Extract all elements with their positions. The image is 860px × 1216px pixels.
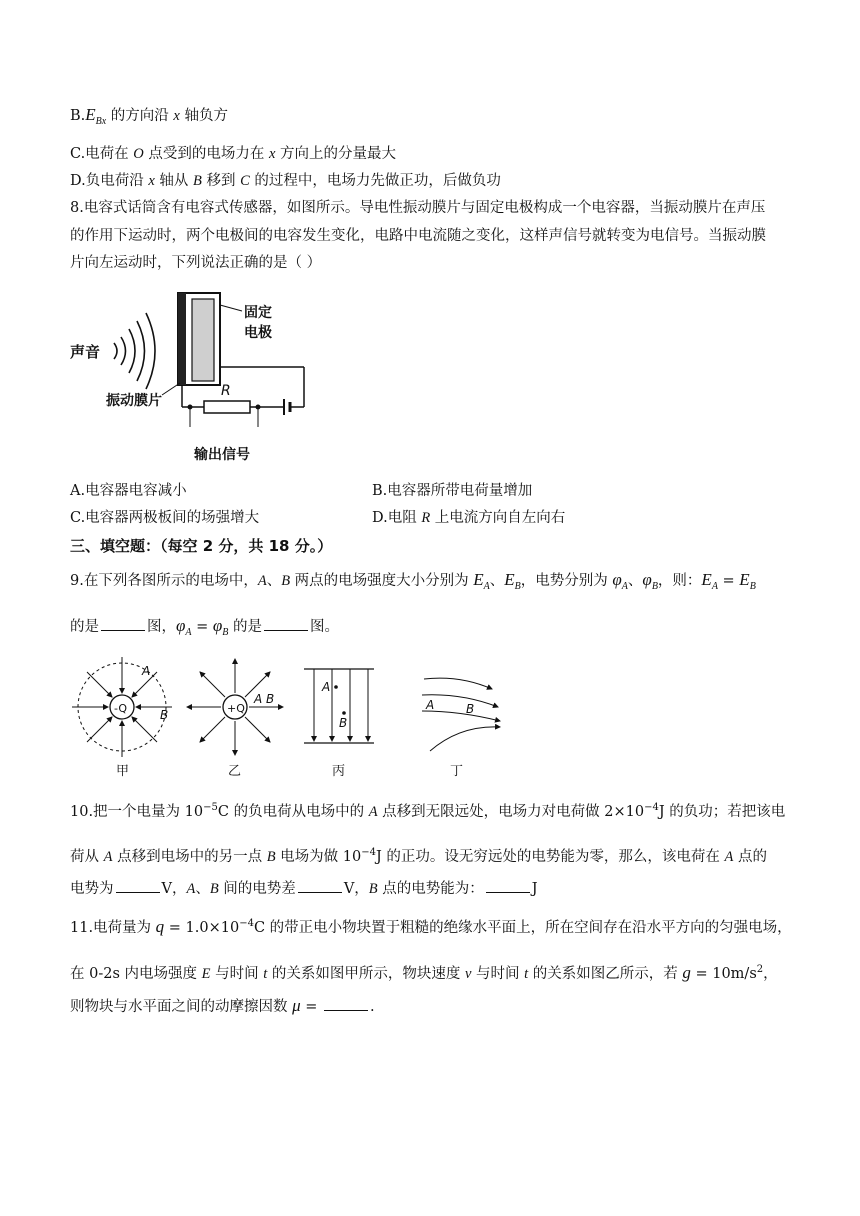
diagram-jia — [72, 657, 172, 779]
svg-text:B: B — [466, 702, 475, 716]
q10-stem-line2: 荷从 A 点移到电场中的另一点 B 电场为做 $10^{-4}J$ 的正功。设无穷远处的电势能为零，那么，该电荷在 A 点的 — [70, 847, 767, 865]
label-jia: 甲 — [116, 764, 130, 779]
sound-wave-2 — [121, 337, 126, 365]
neg-q-label: -Q — [114, 702, 128, 715]
section-title: 三、填空题：（每空 2 分，共 18 分。） — [70, 537, 333, 555]
svg-text:B: B — [266, 692, 275, 706]
field-diagrams — [70, 655, 520, 785]
label-ding: 丁 — [450, 764, 464, 779]
q8-option-b: B.电容器所带电荷量增加 — [372, 483, 533, 499]
answer-blank[interactable] — [264, 616, 308, 631]
q10-stem-line3: 电势为 V，A、B 间的电势差 V，B 点的电势能为： J — [70, 878, 538, 899]
svg-text:B: B — [339, 716, 348, 730]
diaphragm-label: 振动膜片 — [106, 393, 162, 409]
diaphragm-plate — [178, 293, 186, 385]
diagram-yi — [187, 659, 283, 779]
q8-stem-line3: 片向左运动时，下列说法正确的是（ ） — [70, 255, 322, 271]
svg-text:A: A — [142, 664, 151, 678]
label-bing: 丙 — [332, 764, 346, 779]
answer-blank[interactable] — [101, 616, 145, 631]
sound-wave-3 — [129, 329, 135, 373]
svg-text:A: A — [254, 692, 263, 706]
electrode-pointer — [220, 305, 242, 311]
electrode-label-1: 固定 — [244, 305, 272, 321]
sound-wave-1 — [114, 343, 117, 359]
q9-stem-line2: 的是 图，$\varphi_A = \varphi_B$ 的是 图。 — [70, 616, 340, 638]
q8-stem-line2: 的作用下运动时，两个电极间的电容发生变化，电路中电流随之变化，这样声信号就转变为电信号。当振动膜 — [70, 228, 766, 244]
diagram-bing — [304, 669, 374, 779]
q8-option-c: C.电容器两极板间的场强增大 — [70, 510, 260, 526]
diaphragm-pointer — [162, 383, 180, 395]
label-yi: 乙 — [228, 764, 242, 779]
diagram-ding — [422, 678, 500, 779]
fixed-electrode — [192, 299, 214, 381]
q7-option-b: $B.E_{Bx}$ 的方向沿 x 轴负方 — [70, 105, 228, 127]
q8-stem-line1: 8.电容式话筒含有电容式传感器，如图所示。导电性振动膜片与固定电极构成一个电容器，当振动膜片在声压 — [70, 200, 766, 216]
q11-stem-line1: 11.电荷量为 $q = 1.0\times 10^{-4}C$ 的带正电小物块置于粗糙的绝缘水平面上，所在空间存在沿水平方向的匀强电场， — [70, 916, 792, 936]
q7-option-d: D.负电荷沿 x 轴从 B 移到 C 的过程中，电场力先做正功，后做负功 — [70, 173, 501, 189]
q11-stem-line3: 则物块与水平面之间的动摩擦因数 μ = . — [70, 996, 375, 1015]
q8-option-a: A.电容器电容减小 — [70, 483, 187, 499]
sound-wave-4 — [137, 321, 145, 381]
q9-stem-line1: 9.在下列各图所示的电场中，A、B 两点的电场强度大小分别为 $E_A$、$E_B$，电势分别为 $\varphi_A$、$\varphi_B$，则：$E_A = E_B$ — [70, 570, 756, 592]
answer-blank[interactable] — [486, 878, 530, 893]
resistor — [204, 401, 250, 413]
microphone-figure — [66, 285, 326, 475]
sound-wave-5 — [146, 313, 155, 389]
answer-blank[interactable] — [298, 878, 342, 893]
answer-blank[interactable] — [324, 996, 368, 1011]
electrode-label-2: 电极 — [244, 325, 272, 341]
svg-text:B: B — [160, 708, 169, 722]
output-signal-label: 输出信号 — [194, 447, 250, 463]
q8-option-d: D.电阻 R 上电流方向自左向右 — [372, 510, 566, 526]
svg-text:A: A — [322, 680, 331, 694]
resistor-label: R — [221, 383, 231, 399]
q11-stem-line2: 在 0-2s 内电场强度 E 与时间 t 的关系如图甲所示，物块速度 v 与时间 t 的关系如图乙所示，若 $g = 10m/s^2$， — [70, 962, 778, 982]
pos-q-label: +Q — [227, 702, 245, 715]
svg-text:A: A — [426, 698, 435, 712]
q10-stem-line1: 10.把一个电量为 $10^{-5}C$ 的负电荷从电场中的 A 点移到无限远处，电场力对电荷做 $2\times 10^{-4}J$ 的负功；若把该电 — [70, 802, 786, 820]
sound-label: 声音 — [70, 343, 101, 361]
answer-blank[interactable] — [116, 878, 160, 893]
q7-option-c: C.电荷在 O 点受到的电场力在 x 方向上的分量最大 — [70, 146, 397, 162]
